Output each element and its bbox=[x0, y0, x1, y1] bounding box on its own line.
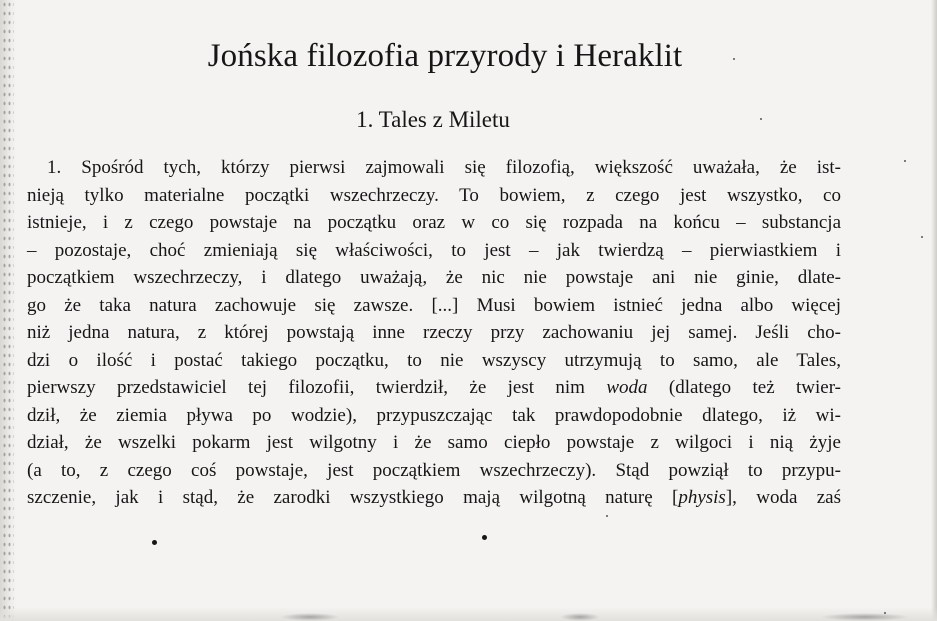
scan-noise-left bbox=[2, 0, 14, 621]
text-line bbox=[27, 429, 841, 457]
text-line bbox=[27, 154, 841, 182]
text-line bbox=[27, 402, 841, 430]
page-edge-right bbox=[931, 0, 937, 621]
text-line-after: ], woda zaś bbox=[725, 487, 841, 508]
text-line-content: go że taka natura zachowuje się zawsze. [...] Musi bowiem istnieć jedna albo więcej bbox=[27, 294, 841, 316]
scan-smudge bbox=[820, 613, 910, 621]
scan-speck bbox=[760, 118, 762, 120]
emphasized-term: physis bbox=[678, 487, 726, 508]
scan-smudge bbox=[560, 613, 600, 621]
ink-dot bbox=[152, 540, 157, 545]
text-line bbox=[27, 347, 841, 375]
body-paragraph bbox=[27, 154, 841, 512]
text-line bbox=[27, 374, 841, 402]
scan-speck bbox=[904, 160, 906, 162]
text-line-content: istnieje, i z czego powstaje na początku oraz w co się rozpada na końcu – substancja bbox=[27, 212, 841, 233]
text-line-after: (dlatego też twier- bbox=[647, 377, 841, 398]
text-line-content: – pozostaje, choć zmieniają się właściwości, to jest – jak twierdzą – pierwiastkiem i bbox=[27, 239, 841, 261]
scan-speck bbox=[733, 58, 735, 60]
emphasized-term: woda bbox=[606, 377, 648, 398]
text-line-content: początkiem wszechrzeczy, i dlatego uważają, że nic nie powstaje ani nie ginie, dlate- bbox=[27, 267, 841, 288]
text-line bbox=[27, 319, 841, 347]
text-line bbox=[27, 182, 841, 210]
chapter-title: Jońska filozofia przyrody i Heraklit bbox=[207, 38, 683, 74]
scan-smudge bbox=[280, 613, 340, 621]
text-line-content: (a to, z czego coś powstaje, jest początkiem wszechrzeczy). Stąd powziął to przypu- bbox=[27, 459, 841, 481]
text-line-content: dział, że wszelki pokarm jest wilgotny i że samo ciepło powstaje z wilgoci i nią żyje bbox=[27, 432, 841, 453]
scan-speck bbox=[606, 515, 608, 517]
text-line bbox=[27, 237, 841, 265]
text-line-content: niż jedna natura, z której powstają inne rzeczy przy zachowaniu jej samej. Jeśli cho- bbox=[27, 322, 841, 343]
text-line-content: nieją tylko materialne początki wszechrzeczy. To bowiem, z czego jest wszystko, co bbox=[27, 184, 841, 206]
text-line bbox=[27, 264, 841, 292]
scan-speck bbox=[921, 236, 923, 238]
text-line-before: szczenie, jak i stąd, że zarodki wszystkiego mają wilgotną naturę [ bbox=[27, 487, 679, 508]
text-line-content: dzi o ilość i postać takiego początku, to nie wszyscy utrzymują to samo, ale Tales, bbox=[27, 349, 841, 371]
text-line bbox=[27, 484, 841, 512]
text-line-content: 1. Spośród tych, którzy pierwsi zajmowali się filozofią, większość uważała, że ist- bbox=[47, 157, 841, 178]
text-line bbox=[27, 292, 841, 320]
text-line bbox=[27, 457, 841, 485]
text-line-before: pierwszy przedstawiciel tej filozofii, twierdził, że jest nim bbox=[27, 377, 607, 398]
page-edge-bottom bbox=[0, 607, 937, 621]
text-line-content: dził, że ziemia pływa po wodzie), przypuszczając tak prawdopodobnie dlatego, iż wi- bbox=[27, 404, 841, 426]
text-line bbox=[27, 209, 841, 237]
section-heading: 1. Tales z Miletu bbox=[356, 107, 510, 132]
ink-dot bbox=[482, 535, 487, 540]
